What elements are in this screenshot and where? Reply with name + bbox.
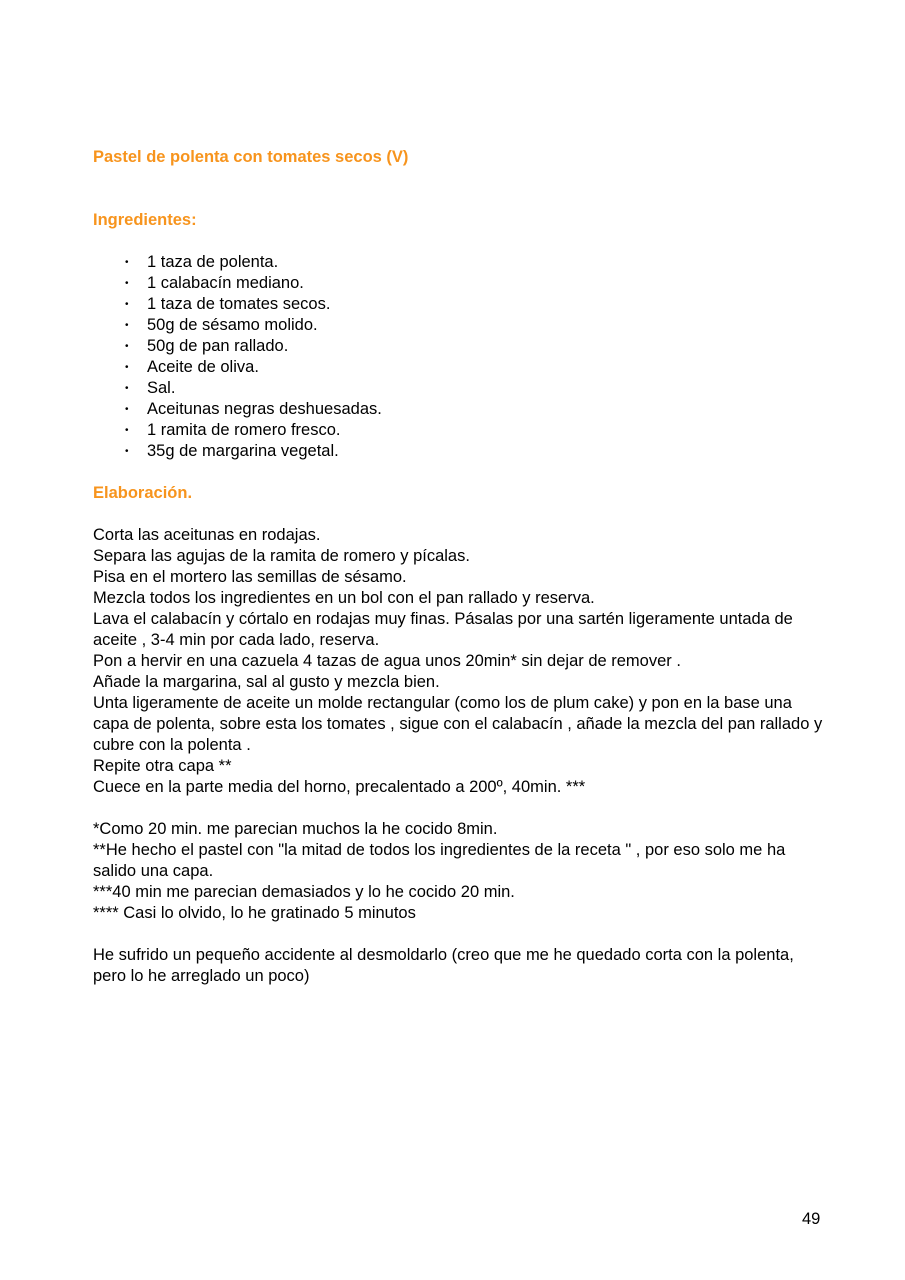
bullet-icon: • [125,278,129,289]
note-paragraph: ***40 min me parecian demasiados y lo he cocido 20 min. [93,883,515,901]
ingredient-text: Aceite de oliva. [147,358,259,376]
bullet-icon: • [125,257,129,268]
ingredient-text: Aceitunas negras deshuesadas. [147,400,382,418]
step-paragraph: Lava el calabacín y córtalo en rodajas muy finas. Pásalas por una sartén ligeramente untada de aceite , 3-4 min por cada lado, reserva. [93,610,793,649]
step-paragraph: Pisa en el mortero las semillas de sésamo. [93,568,407,586]
bullet-icon: • [125,425,129,436]
step-paragraph: Mezcla todos los ingredientes en un bol con el pan rallado y reserva. [93,589,595,607]
note-paragraph: *Como 20 min. me parecian muchos la he cocido 8min. [93,820,498,838]
ingredient-text: 1 taza de tomates secos. [147,295,331,313]
list-item [93,294,382,315]
list-item [93,357,382,378]
step-paragraph: Repite otra capa ** [93,757,232,775]
step-paragraph: Corta las aceitunas en rodajas. [93,526,321,544]
step-paragraph: Separa las agujas de la ramita de romero y pícalas. [93,547,470,565]
bullet-icon: • [125,362,129,373]
bullet-icon: • [125,299,129,310]
page-number: 49 [802,1210,821,1228]
step-paragraph: Cuece en la parte media del horno, precalentado a 200º, 40min. *** [93,778,586,796]
list-item [93,420,382,441]
list-item [93,378,382,399]
closing-paragraph [93,945,823,987]
list-item [93,252,382,273]
ingredients-list [93,252,382,462]
footnotes [93,819,823,924]
ingredient-text: 1 calabacín mediano. [147,274,304,292]
list-item [93,315,382,336]
bullet-icon: • [125,404,129,415]
elaboration-steps [93,525,823,798]
bullet-icon: • [125,383,129,394]
ingredient-text: 50g de sésamo molido. [147,316,318,334]
step-paragraph: Añade la margarina, sal al gusto y mezcla bien. [93,673,440,691]
ingredient-text: 1 ramita de romero fresco. [147,421,341,439]
step-paragraph: Pon a hervir en una cazuela 4 tazas de agua unos 20min* sin dejar de remover . [93,652,681,670]
recipe-title: Pastel de polenta con tomates secos (V) [93,148,409,166]
closing-text: He sufrido un pequeño accidente al desmoldarlo (creo que me he quedado corta con la polenta, pero lo he arreglado un poco) [93,946,794,985]
ingredient-text: 1 taza de polenta. [147,253,279,271]
list-item [93,441,382,462]
ingredient-text: 35g de margarina vegetal. [147,442,339,460]
bullet-icon: • [125,320,129,331]
ingredients-heading: Ingredientes: [93,211,197,229]
step-paragraph: Unta ligeramente de aceite un molde rectangular (como los de plum cake) y pon en la base una capa de polenta, sobre esta los tomates , sigue con el calabacín , añade la mezcla del pan rallado y cubre con la polenta . [93,694,823,754]
ingredient-text: 50g de pan rallado. [147,337,289,355]
note-paragraph: **He hecho el pastel con "la mitad de todos los ingredientes de la receta " , por eso solo me ha salido una capa. [93,841,786,880]
bullet-icon: • [125,341,129,352]
list-item [93,399,382,420]
note-paragraph: **** Casi lo olvido, lo he gratinado 5 minutos [93,904,416,922]
bullet-icon: • [125,446,129,457]
list-item [93,336,382,357]
elaboration-heading: Elaboración. [93,484,193,502]
ingredient-text: Sal. [147,379,176,397]
list-item [93,273,382,294]
